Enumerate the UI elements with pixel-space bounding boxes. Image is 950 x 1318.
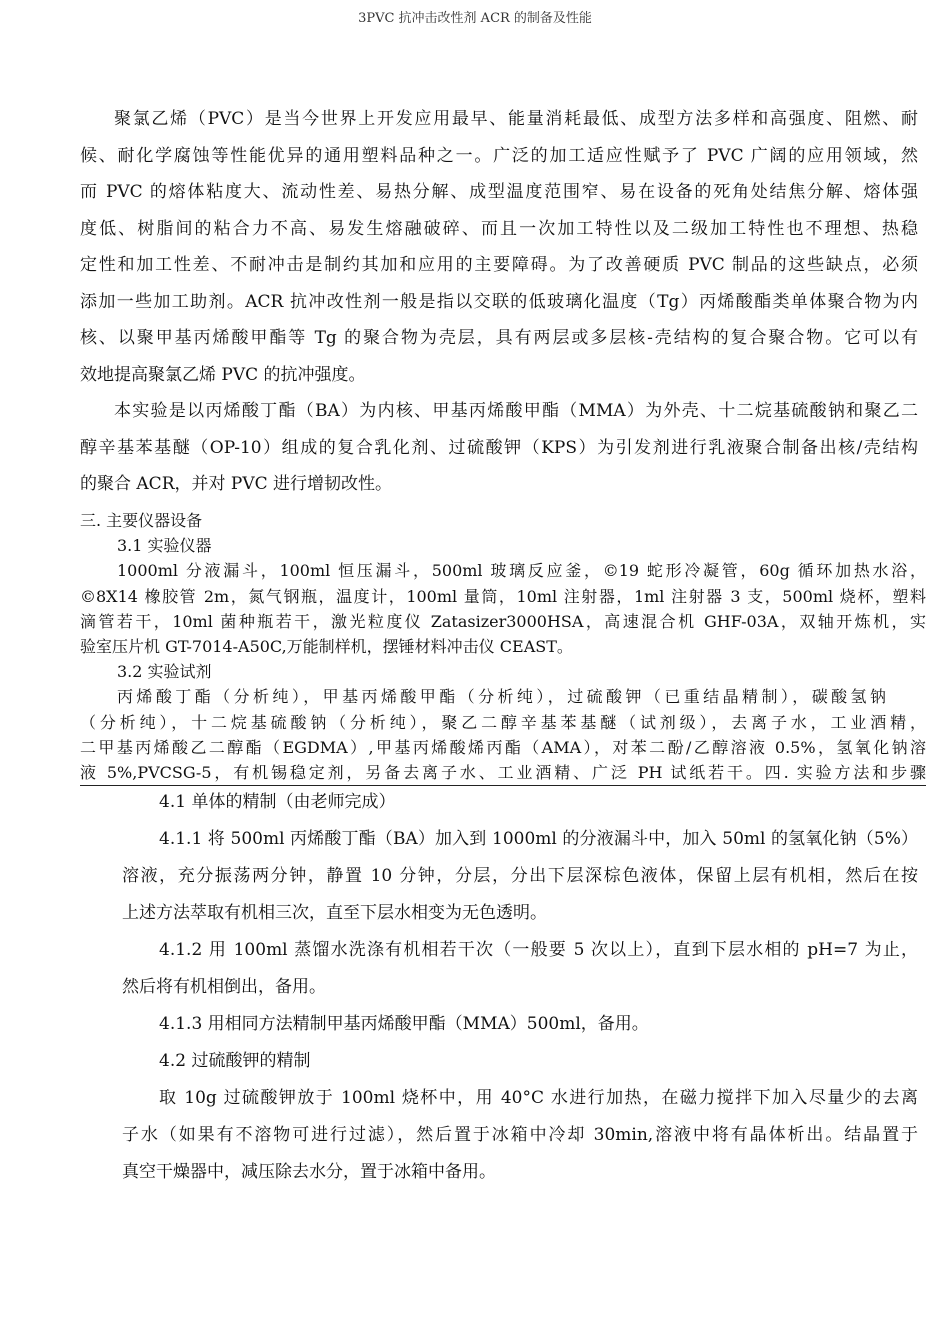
text-line: 1000ml 分液漏斗，100ml 恒压漏斗，500ml 玻璃反应釜，©19 蛇形冷凝管，60g 循环加热水浴，: [117, 561, 926, 581]
experiment-paragraph: [80, 393, 918, 503]
text-line: 滴管若干，10ml 菌种瓶若干，激光粒度仪 Zatasizer3000HSA，高速混合机 GHF-03A，双轴开炼机，实: [80, 611, 926, 631]
text-line: 丙烯酸丁酯（分析纯），甲基丙烯酸甲酯（分析纯），过硫酸钾（已重结晶精制），碳酸氢钠: [117, 687, 886, 707]
text-line: ©8X14 橡胶管 2m，氮气钢瓶，温度计，100ml 量筒，10ml 注射器，1ml 注射器 3 支，500ml 烧杯，塑料: [80, 586, 926, 606]
text-line: 添加一些加工助剂。ACR 抗冲改性剂一般是指以交联的低玻璃化温度（Tg）丙烯酸酯类单体聚合物为内: [80, 291, 918, 312]
text-line: 定性和加工性差、不耐冲击是制约其加和应用的主要障碍。为了改善硬质 PVC 制品的这些缺点，必须: [80, 255, 918, 275]
equipment-section: [80, 508, 926, 786]
text-line: 度低、树脂间的粘合力不高、易发生熔融破碎、而且一次加工特性以及二级加工特性也不理想、热稳: [80, 218, 918, 239]
text-line: 核、以聚甲基丙烯酸甲酯等 Tg 的聚合物为壳层，具有两层或多层核-壳结构的复合聚合物。它可以有: [80, 328, 918, 348]
method-section: [122, 784, 918, 1191]
subsection-heading: 4.2 过硫酸钾的精制: [159, 1051, 311, 1071]
text-line: 真空干燥器中，减压除去水分，置于冰箱中备用。: [122, 1162, 496, 1182]
text-line: （分析纯），十二烷基硫酸钠（分析纯），聚乙二醇辛基苯基醚（试剂级），去离子水，工业酒精，: [80, 712, 926, 732]
text-line: 4.1.2 用 100ml 蒸馏水洗涤有机相若干次（一般要 5 次以上），直到下层水相的 pH=7 为止，: [159, 940, 918, 960]
text-line: 候、耐化学腐蚀等性能优异的通用塑料品种之一。广泛的加工适应性赋予了 PVC 广阔的应用领域，然: [80, 145, 918, 166]
text-line: 液 5%,PVCSG-5，有机锡稳定剂，另备去离子水、工业酒精、广泛 PH 试纸若干。四. 实验方法和步骤: [80, 760, 926, 786]
page-header: 3PVC 抗冲击改性剂 ACR 的制备及性能: [358, 11, 592, 26]
subsection-heading: 3.2 实验试剂: [117, 662, 212, 682]
text-line: 本实验是以丙烯酸丁酯（BA）为内核、甲基丙烯酸甲酯（MMA）为外壳、十二烷基硫酸钠和聚乙二: [114, 401, 918, 421]
text-line: 然后将有机相倒出，备用。: [122, 977, 326, 997]
text-line: 取 10g 过硫酸钾放于 100ml 烧杯中，用 40°C 水进行加热，在磁力搅拌下加入尽量少的去离: [159, 1088, 918, 1108]
text-line: 醇辛基苯基醚（OP-10）组成的复合乳化剂、过硫酸钾（KPS）为引发剂进行乳液聚合制备出核/壳结构: [80, 437, 918, 458]
section-heading: 三. 主要仪器设备: [80, 511, 203, 530]
text-line: 而 PVC 的熔体粘度大、流动性差、易热分解、成型温度范围窄、易在设备的死角处结焦分解、熔体强: [80, 182, 918, 202]
text-line: 4.1.3 用相同方法精制甲基丙烯酸甲酯（MMA）500ml，备用。: [159, 1014, 649, 1034]
text-line: 验室压片机 GT-7014-A50C,万能制样机，摆锤材料冲击仪 CEAST。: [80, 636, 573, 656]
text-line: 子水（如果有不溶物可进行过滤），然后置于冰箱中冷却 30min,溶液中将有晶体析出。结晶置于: [122, 1125, 918, 1145]
text-line: 4.1.1 将 500ml 丙烯酸丁酯（BA）加入到 1000ml 的分液漏斗中，加入 50ml 的氢氧化钠（5%）: [159, 829, 918, 849]
text-line: 聚氯乙烯（PVC）是当今世界上开发应用最早、能量消耗最低、成型方法多样和高强度、阻燃、耐: [114, 109, 918, 129]
text-line: 效地提高聚氯乙烯 PVC 的抗冲强度。: [80, 364, 366, 385]
text-line: 二甲基丙烯酸乙二醇酯（EGDMA）,甲基丙烯酸烯丙酯（AMA），对苯二酚/乙醇溶液 0.5%，氢氧化钠溶: [80, 737, 926, 757]
subsection-heading: 3.1 实验仪器: [117, 536, 212, 556]
intro-paragraph: [80, 101, 918, 393]
text-line: 的聚合 ACR，并对 PVC 进行增韧改性。: [80, 474, 393, 494]
text-line: 上述方法萃取有机相三次，直至下层水相变为无色透明。: [122, 903, 547, 923]
subsection-heading: 4.1 单体的精制（由老师完成）: [159, 792, 396, 812]
text-line: 溶液，充分振荡两分钟，静置 10 分钟，分层，分出下层深棕色液体，保留上层有机相，然后在按: [122, 866, 918, 886]
